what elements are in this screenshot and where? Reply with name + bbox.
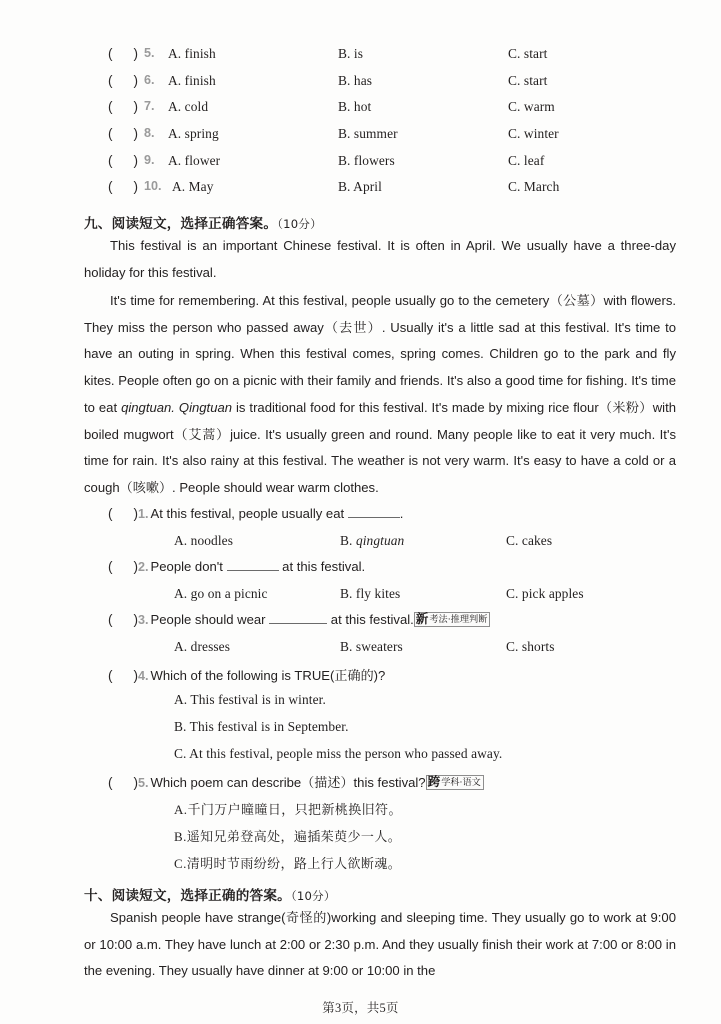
option-a[interactable]: A. flower <box>168 152 221 168</box>
option-a[interactable]: A. go on a picnic <box>174 586 268 601</box>
option-b-poem[interactable]: B.遥知兄弟登高处，遍插茱萸少一人。 <box>174 829 402 844</box>
option-b-italic: qingtuan <box>355 533 405 548</box>
section-nine-passage-para2 <box>84 288 676 502</box>
option-c[interactable]: C. leaf <box>508 152 545 168</box>
option-a[interactable]: A. May <box>172 179 214 195</box>
badge-big-char: 跨 <box>427 774 441 789</box>
option-c[interactable]: C. pick apples <box>506 586 584 601</box>
option-c[interactable]: C. March <box>508 179 560 195</box>
answer-bracket[interactable]: ( ) <box>108 126 138 142</box>
question-stem-after: . <box>399 506 404 521</box>
option-a[interactable]: A. spring <box>168 126 219 142</box>
option-a-poem[interactable]: A.千门万户曈曈日，只把新桃换旧符。 <box>174 802 402 817</box>
answer-bracket[interactable]: ( ) <box>108 99 138 115</box>
section-nine-heading <box>84 212 322 232</box>
option-a[interactable]: A. This festival is in winter. <box>174 692 326 707</box>
badge-small-text: 考法·推理判断 <box>429 614 488 625</box>
question-number: 8. <box>144 126 155 141</box>
option-b[interactable]: B. has <box>338 72 373 88</box>
answer-blank[interactable] <box>348 506 400 518</box>
reading-question-5 <box>108 772 678 791</box>
answer-bracket[interactable]: ( ) <box>108 612 138 627</box>
answer-bracket[interactable]: ( ) <box>108 506 138 521</box>
question-number: 3. <box>138 613 149 627</box>
question-type-badge-cross-subject <box>426 775 484 790</box>
question-number: 1. <box>138 507 149 521</box>
cloze-row <box>108 179 668 206</box>
reading-question-1 <box>108 506 678 521</box>
option-b[interactable]: B. April <box>338 179 382 195</box>
answer-blank[interactable] <box>227 559 279 571</box>
section-nine-passage-para1: This festival is an important Chinese festival. It is often in April. We usually have a three-day holiday for this festival. <box>84 238 676 280</box>
question-number: 4. <box>138 669 149 683</box>
answer-bracket[interactable]: ( ) <box>108 668 138 683</box>
answer-blank[interactable] <box>269 612 327 624</box>
cloze-row <box>108 99 668 126</box>
passage-text-part2: is traditional food for this festival. It's made by mixing rice flour（米粉）with boiled mugwort（艾蒿）juice. It's usually green and round. Many people like to eat it very much. It's time for rain. It's also rainy at this festival. The weather is not very warm. It's easy to have a cold or a cough（咳嗽）. People should wear warm clothes. <box>84 399 676 495</box>
answer-bracket[interactable]: ( ) <box>108 72 138 88</box>
section-ten-heading <box>84 884 336 904</box>
question-stem-after: at this festival. <box>278 559 366 574</box>
question-number: 7. <box>144 99 155 114</box>
section-nine-points: （10分） <box>277 217 322 231</box>
option-b[interactable]: B. sweaters <box>340 639 403 654</box>
option-a[interactable]: A. finish <box>168 46 216 61</box>
cloze-row <box>108 73 668 100</box>
answer-bracket[interactable]: ( ) <box>108 152 138 168</box>
section-ten-label: 十、阅读短文，选择正确的答案。 <box>84 888 291 904</box>
question-number: 6. <box>144 72 155 87</box>
page-footer: 第3页，共5页 <box>322 1001 399 1015</box>
question-number: 10. <box>144 179 162 194</box>
option-c[interactable]: C. warm <box>508 99 555 115</box>
answer-bracket[interactable]: ( ) <box>108 46 138 61</box>
answer-bracket[interactable]: ( ) <box>108 559 138 574</box>
option-b[interactable]: B. summer <box>338 126 398 142</box>
question-stem-after: at this festival. <box>327 612 414 627</box>
option-a[interactable]: A. noodles <box>174 533 234 548</box>
question-stem-before: People don't <box>150 559 227 574</box>
question-number: 5. <box>138 776 149 790</box>
reading-question-4 <box>108 665 678 684</box>
answer-bracket[interactable]: ( ) <box>108 775 138 790</box>
reading-question-2 <box>108 559 678 574</box>
question-stem: Which of the following is TRUE(正确的)? <box>150 668 386 683</box>
option-b[interactable] <box>340 533 404 549</box>
badge-small-text: 学科·语文 <box>441 777 481 788</box>
question-number: 2. <box>138 560 149 574</box>
question-number: 9. <box>144 152 155 167</box>
passage-text-part1: It's time for remembering. At this festival, people usually go to the cemetery（公墓）with flowers. They miss the person who passed away（去世）. Usually it's a little sad at this festival. It's time to have an outing in spring. When this festival comes, spring comes. Children go to the park and fly kites. People often go on a picnic with their family and friends. It's also a good time for fishing. It's time to eat <box>84 293 676 415</box>
question-stem-before: People should wear <box>150 612 270 627</box>
option-b-label: B. <box>340 533 356 548</box>
section-nine-label: 九、阅读短文，选择正确答案。 <box>84 216 278 232</box>
question-type-badge-reasoning <box>414 612 491 627</box>
option-c[interactable]: C. At this festival, people miss the person who passed away. <box>174 746 503 761</box>
reading-question-3 <box>108 612 678 627</box>
option-b[interactable]: B. fly kites <box>340 586 401 601</box>
option-c[interactable]: C. winter <box>508 126 559 142</box>
option-c[interactable]: C. start <box>508 46 548 61</box>
section-ten-points: （10分） <box>290 889 336 903</box>
option-a[interactable]: A. dresses <box>174 639 231 654</box>
option-a[interactable]: A. finish <box>168 72 216 88</box>
cloze-row <box>108 126 668 153</box>
option-b[interactable]: B. hot <box>338 99 372 115</box>
cloze-choices-block <box>108 46 668 206</box>
badge-big-char: 新 <box>415 611 429 626</box>
option-a[interactable]: A. cold <box>168 99 209 115</box>
option-c[interactable]: C. shorts <box>506 639 555 654</box>
section-ten-passage: Spanish people have strange(奇怪的)working and sleeping time. They usually go to work at 9:00 or 10:00 a.m. They have lunch at 2:00 or 2:30 p.m. And they usually finish their work at 7:00 or 8:00 in the evening. They usually have dinner at 9:00 or 10:00 in the <box>84 910 676 979</box>
option-b[interactable]: B. flowers <box>338 152 395 168</box>
cloze-row <box>108 46 668 73</box>
option-c-poem[interactable]: C.清明时节雨纷纷，路上行人欲断魂。 <box>174 856 402 871</box>
passage-italic-qingtuan: qingtuan. Qingtuan <box>121 399 233 415</box>
answer-bracket[interactable]: ( ) <box>108 179 138 195</box>
option-b[interactable]: B. This festival is in September. <box>174 719 349 734</box>
cloze-row <box>108 153 668 180</box>
question-number: 5. <box>144 46 155 60</box>
option-c[interactable]: C. cakes <box>506 533 553 548</box>
option-b[interactable]: B. is <box>338 46 364 61</box>
question-stem: Which poem can describe（描述）this festival? <box>150 775 426 790</box>
question-stem-before: At this festival, people usually eat <box>150 506 348 521</box>
option-c[interactable]: C. start <box>508 72 548 88</box>
